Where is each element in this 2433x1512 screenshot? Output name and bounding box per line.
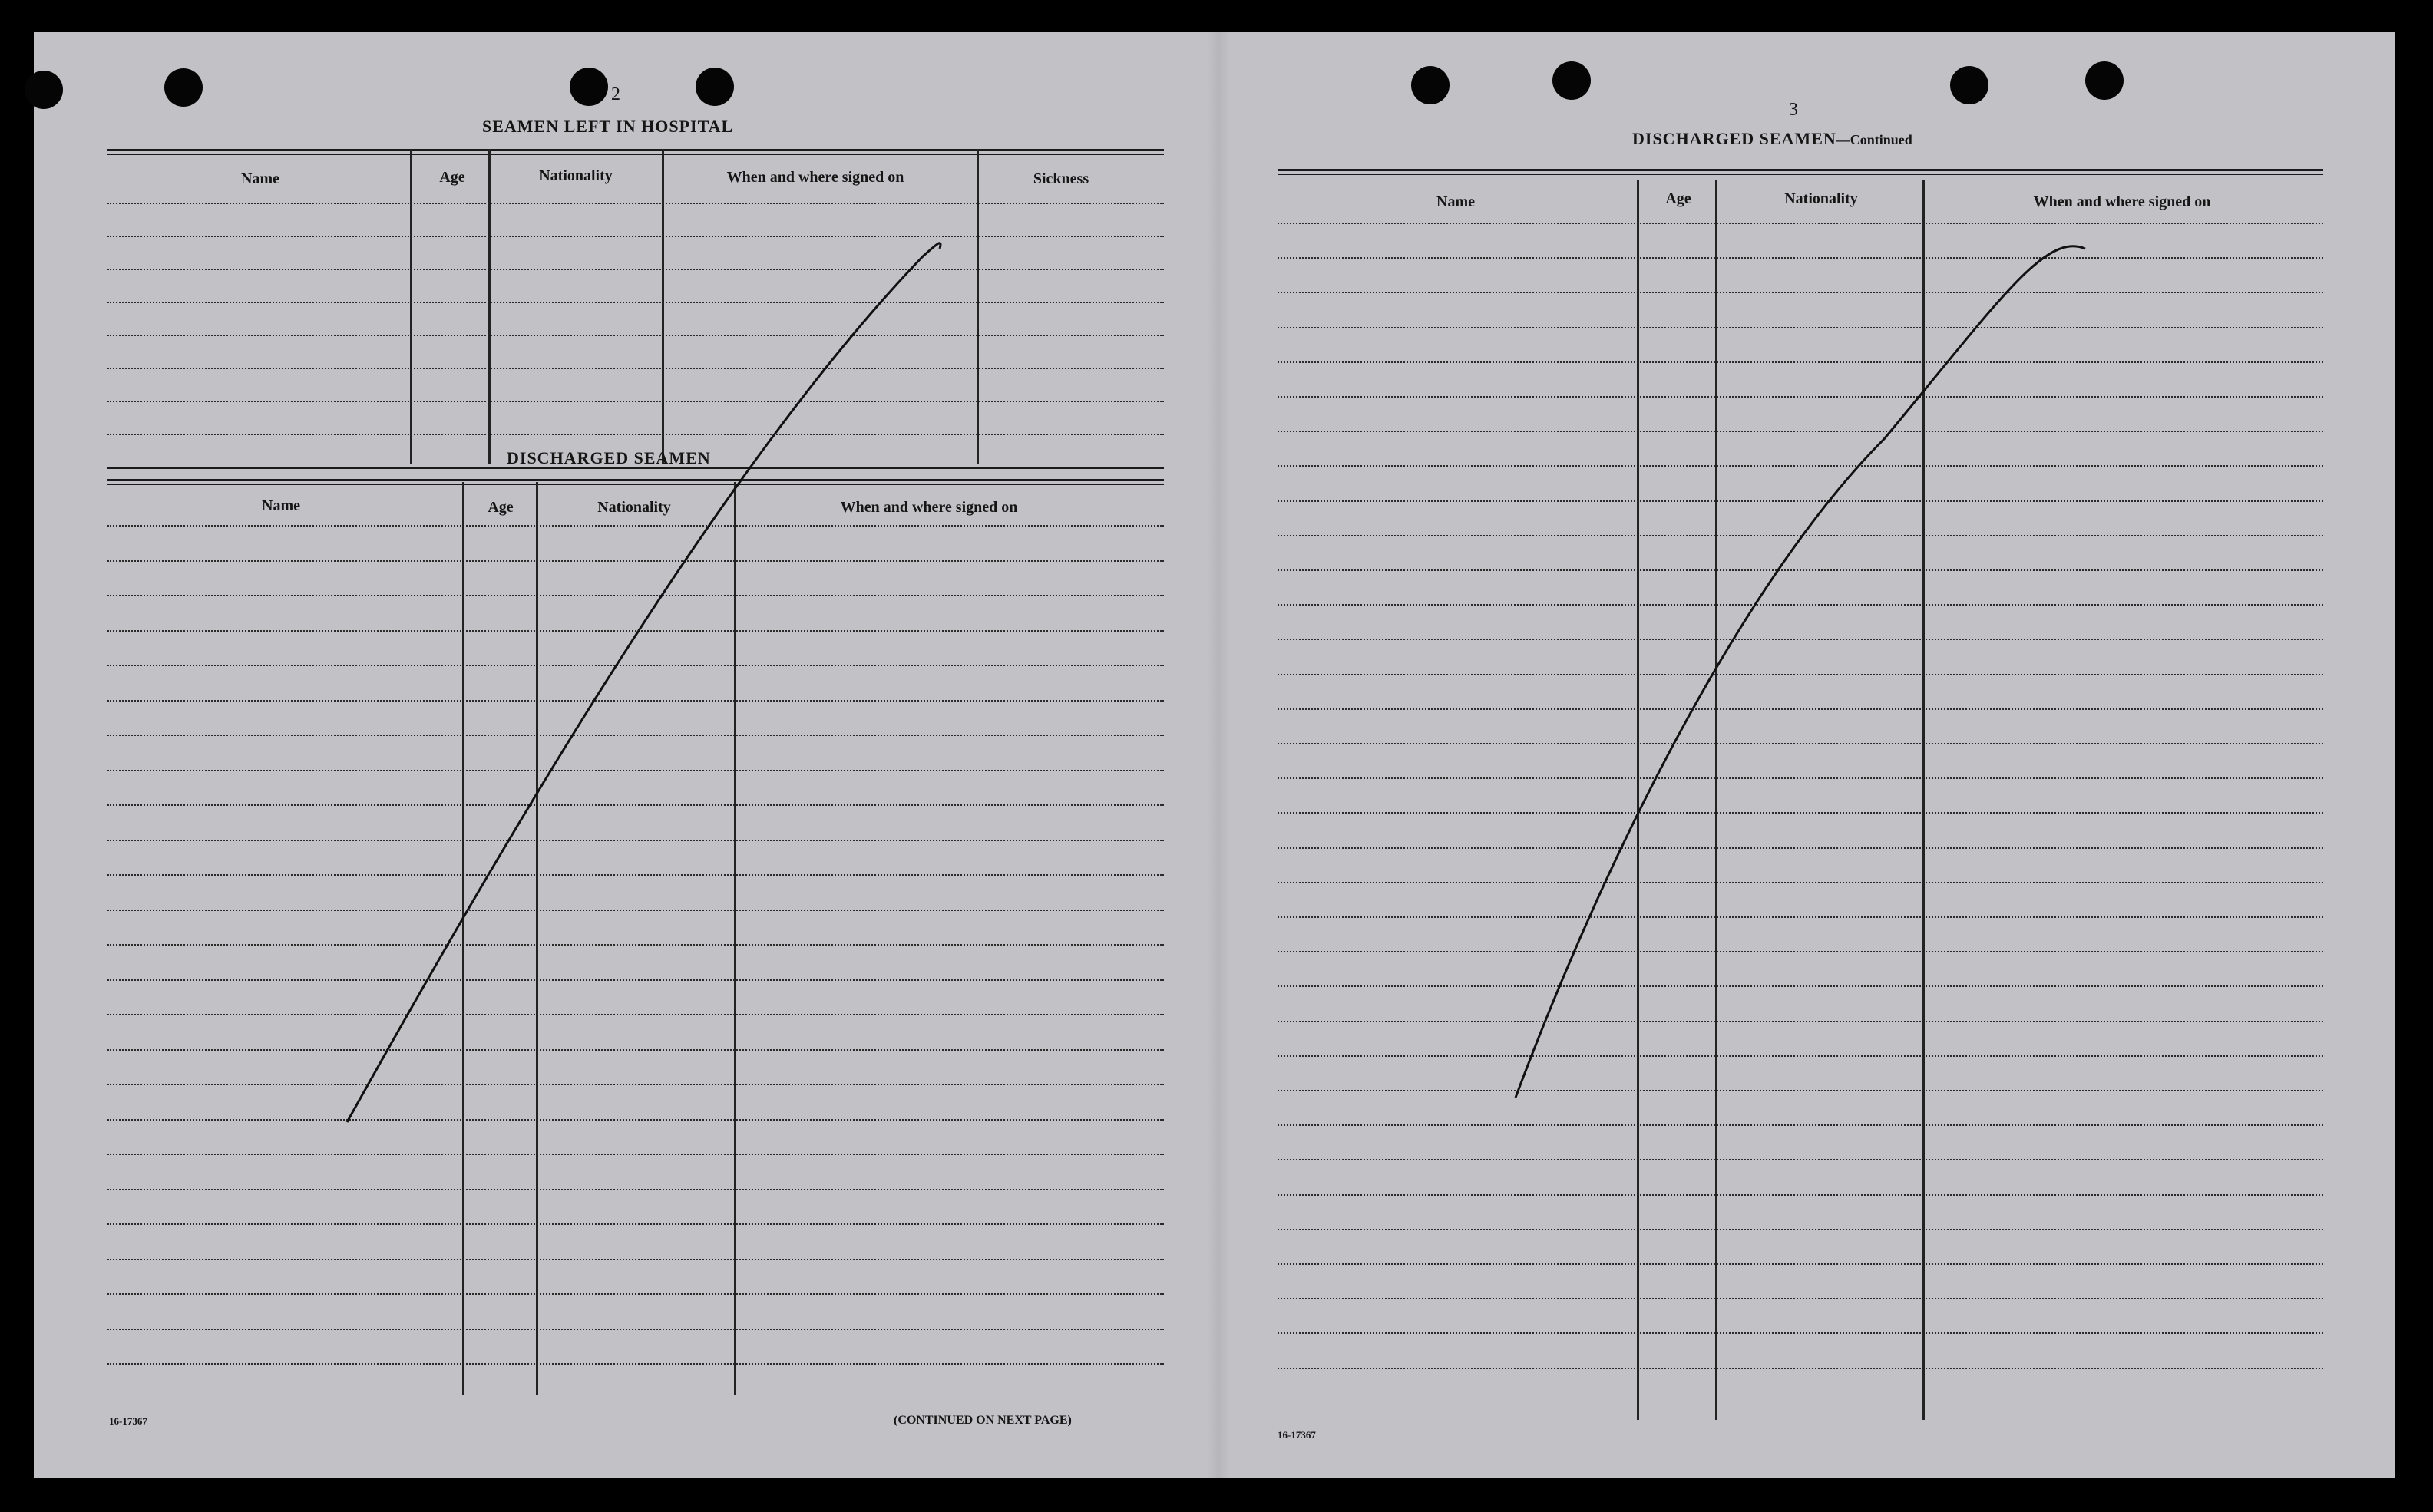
col-header-name: Name <box>241 170 279 187</box>
continued-note: (CONTINUED ON NEXT PAGE) <box>894 1414 1072 1427</box>
diagonal-cancel-stroke <box>347 243 940 1122</box>
title-suffix: —Continued <box>1836 132 1912 147</box>
col-header-nationality: Nationality <box>597 499 671 516</box>
col-header-age: Age <box>439 169 465 186</box>
form-sheet <box>34 32 2395 1478</box>
form-number: 16-17367 <box>1278 1429 1316 1441</box>
section-title-hospital: SEAMEN LEFT IN HOSPITAL <box>482 117 734 136</box>
form-number: 16-17367 <box>109 1415 147 1427</box>
col-header-signed-on: When and where signed on <box>840 499 1018 516</box>
col-header-age: Age <box>1665 190 1691 207</box>
title-text: DISCHARGED SEAMEN <box>1632 129 1836 148</box>
page-number: 2 <box>611 84 620 104</box>
diagonal-cancel-stroke <box>1516 246 2085 1098</box>
col-header-age: Age <box>488 499 514 516</box>
col-header-name: Name <box>1436 193 1475 210</box>
col-header-nationality: Nationality <box>539 167 613 184</box>
col-header-signed-on: When and where signed on <box>2033 193 2211 210</box>
cancellation-strokes <box>34 32 2395 1478</box>
col-header-name: Name <box>262 497 300 514</box>
col-header-nationality: Nationality <box>1784 190 1858 207</box>
section-title-discharged: DISCHARGED SEAMEN <box>507 448 711 467</box>
col-header-sickness: Sickness <box>1033 170 1089 187</box>
col-header-signed-on: When and where signed on <box>726 169 904 186</box>
page-number: 3 <box>1789 100 1798 120</box>
